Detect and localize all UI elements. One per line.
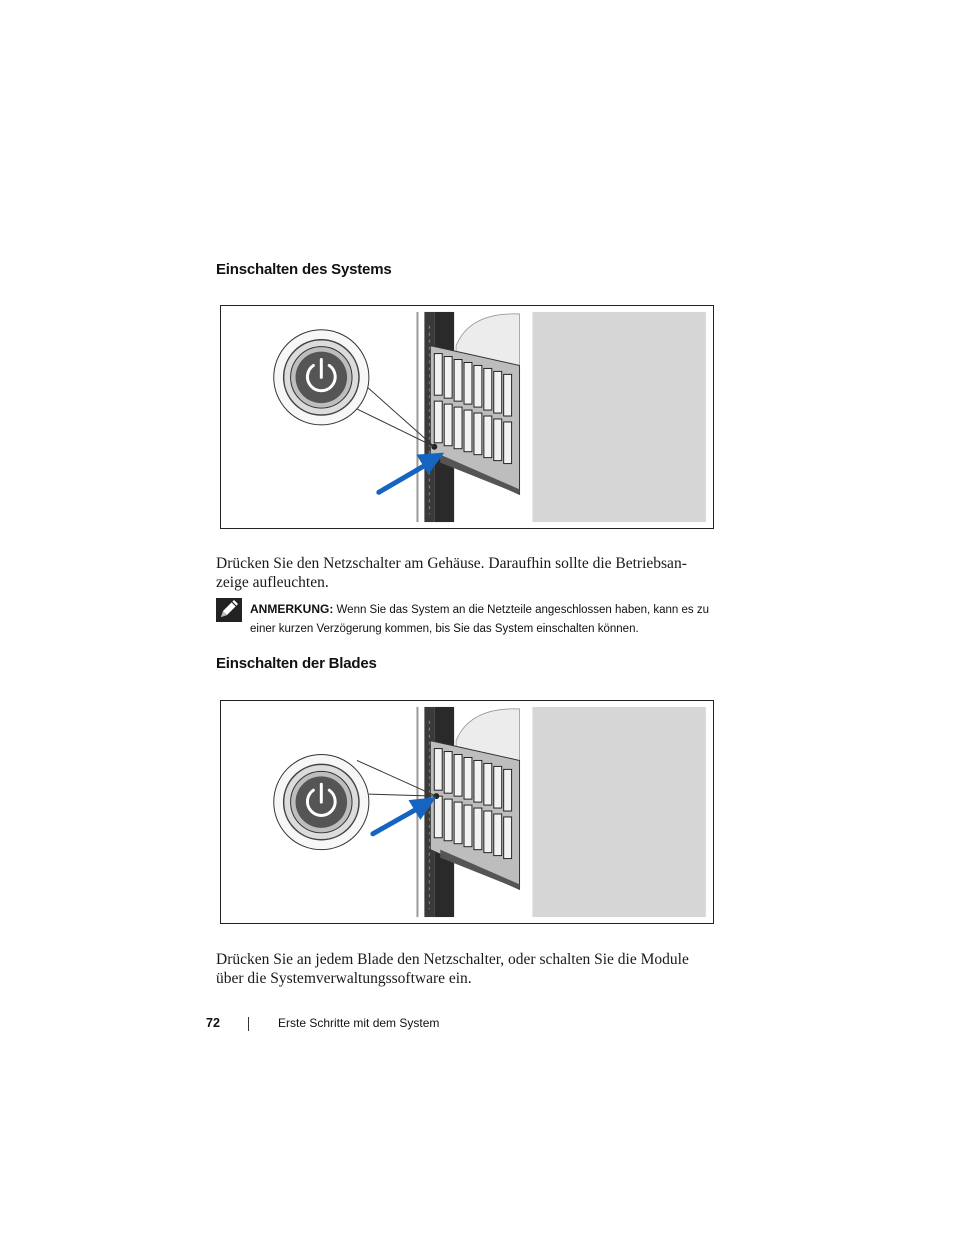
paragraph-blade-power: Drücken Sie an jedem Blade den Netzschalter, oder schalten Sie die Module über die Systemverwaltungssoftware ein. — [216, 951, 689, 987]
note-label: ANMERKUNG: — [250, 602, 334, 616]
page-footer — [206, 1016, 606, 1034]
paragraph-system-power: Drücken Sie den Netzschalter am Gehäuse. Daraufhin sollte die Betriebsan-zeige aufleuchten. — [216, 555, 687, 591]
footer-divider — [248, 1017, 249, 1031]
footer-chapter-title: Erste Schritte mit dem System — [278, 1016, 440, 1030]
pencil-note-icon — [216, 598, 242, 622]
figure-blade-power-button — [220, 700, 714, 924]
figure-system-power-button — [220, 305, 714, 529]
section-heading-system: Einschalten des Systems — [216, 261, 392, 278]
note-body: Wenn Sie das System an die Netzteile angeschlossen haben, kann es zu einer kurzen Verzögerung kommen, bis Sie das System einschalten können. — [250, 604, 710, 635]
note-text — [250, 600, 718, 639]
note-box — [216, 598, 716, 638]
page-number: 72 — [206, 1016, 220, 1030]
section-heading-blades: Einschalten der Blades — [216, 655, 377, 672]
